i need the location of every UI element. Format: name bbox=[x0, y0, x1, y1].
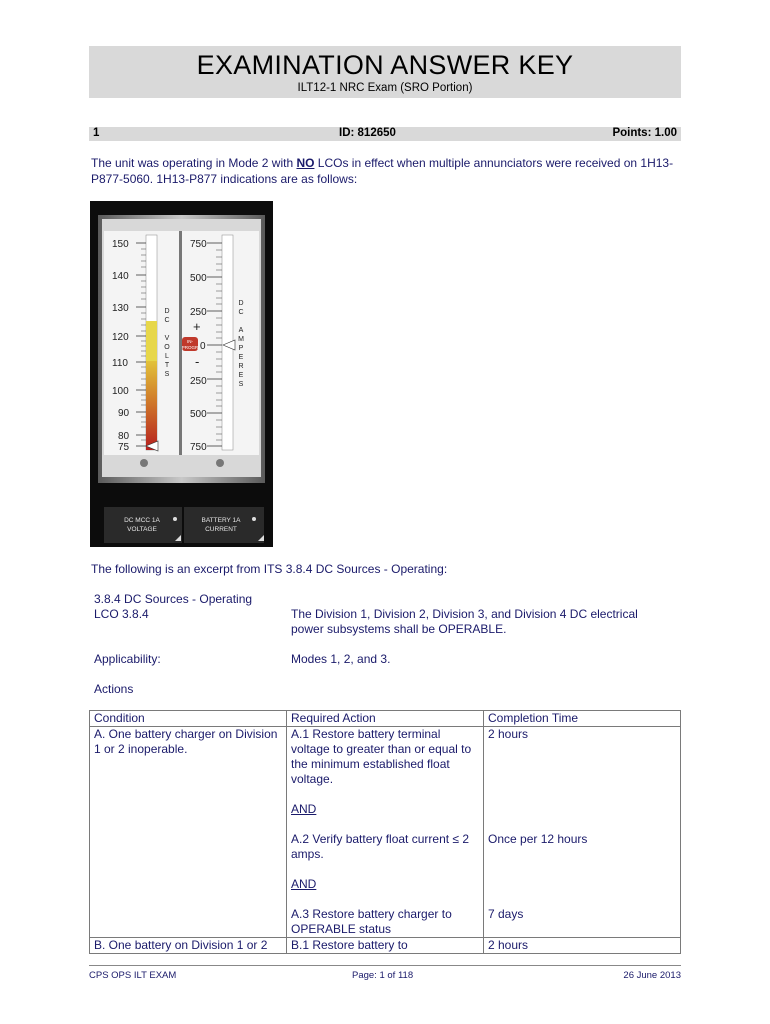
exam-subtitle: ILT12-1 NRC Exam (SRO Portion) bbox=[297, 82, 473, 94]
footer-exam-name: CPS OPS ILT EXAM bbox=[89, 970, 177, 981]
left-tick-label: 90 bbox=[118, 408, 130, 419]
left-tick-label: 150 bbox=[112, 239, 129, 250]
left-tick-label: 130 bbox=[112, 303, 129, 314]
meter-panel-graphic bbox=[90, 201, 273, 547]
right-tick-label: + bbox=[193, 319, 201, 334]
meter-label-right-1: BATTERY 1A bbox=[201, 517, 241, 524]
dc-volts-label: D C V O L T S bbox=[164, 308, 170, 378]
and-connector: AND bbox=[291, 802, 317, 816]
dc-amperes-label: D C A M P E R E S bbox=[238, 300, 244, 388]
right-tick-label: 750 bbox=[190, 442, 207, 453]
meter-label-right-2: CURRENT bbox=[205, 526, 237, 533]
right-tick-label: 500 bbox=[190, 409, 207, 420]
applicability-label: Applicability: bbox=[94, 652, 161, 666]
zero-adjust-screw bbox=[216, 459, 224, 467]
footer-rule bbox=[89, 965, 681, 966]
lco-number: LCO 3.8.4 bbox=[94, 607, 149, 621]
required-action-a: A.1 Restore battery terminal voltage to greater than or equal to the minimum established float voltage. AND A.2 Verify battery float current ≤ 2 amps. AND A.3 Restore battery charger to OPERABLE status bbox=[287, 727, 484, 938]
emphasis-no: NO bbox=[296, 156, 315, 170]
condition-a: A. One battery charger on Division 1 or 2 inoperable. bbox=[90, 727, 287, 938]
tag-line-2: PROGR bbox=[181, 345, 199, 350]
zero-adjust-screw bbox=[140, 459, 148, 467]
right-tick-label: 0 bbox=[200, 341, 206, 352]
excerpt-intro: The following is an excerpt from ITS 3.8.4 DC Sources - Operating: bbox=[91, 562, 448, 576]
question-number: 1 bbox=[93, 127, 100, 139]
left-tick-label: 120 bbox=[112, 332, 129, 343]
left-tick-label: 80 bbox=[118, 431, 130, 442]
question-points: Points: 1.00 bbox=[612, 127, 677, 139]
left-tick-label: 110 bbox=[112, 358, 128, 369]
table-row bbox=[90, 727, 681, 938]
condition-b: B. One battery on Division 1 or 2 bbox=[90, 938, 287, 954]
title-banner bbox=[89, 46, 681, 98]
table-header-row bbox=[90, 711, 681, 727]
left-tick-label: 75 bbox=[118, 442, 130, 453]
required-action-b: B.1 Restore battery to bbox=[287, 938, 484, 954]
lco-statement: The Division 1, Division 2, Division 3, and Division 4 DC electrical power subsystems shall be OPERABLE. bbox=[291, 607, 638, 636]
left-tick-label: 140 bbox=[112, 271, 129, 282]
completion-time-a: 2 hours Once per 12 hours 7 days bbox=[484, 727, 681, 938]
meter-label-left-2: VOLTAGE bbox=[127, 526, 157, 533]
footer-date: 26 June 2013 bbox=[623, 970, 681, 981]
meter-label-left-1: DC MCC 1A bbox=[124, 517, 160, 524]
tag-line-1: IN- bbox=[187, 339, 193, 344]
right-tick-label: - bbox=[195, 354, 200, 369]
right-tick-label: 750 bbox=[190, 239, 207, 250]
question-stem: The unit was operating in Mode 2 with NO LCOs in effect when multiple annunciators were received on 1H13-P877-5060. 1H13-P877 indications are as follows: bbox=[91, 156, 674, 186]
header-completion-time: Completion Time bbox=[484, 711, 681, 727]
and-connector: AND bbox=[291, 877, 317, 891]
actions-table bbox=[89, 710, 681, 954]
applicability-text: Modes 1, 2, and 3. bbox=[291, 652, 391, 666]
footer-page-number: Page: 1 of 118 bbox=[352, 970, 414, 981]
page-title: EXAMINATION ANSWER KEY bbox=[196, 50, 574, 80]
right-tick-label: 250 bbox=[190, 307, 207, 318]
meter-panel-image bbox=[90, 201, 273, 547]
question-id: ID: 812650 bbox=[339, 127, 396, 139]
left-tick-label: 100 bbox=[112, 386, 129, 397]
header-condition: Condition bbox=[90, 711, 287, 727]
right-tick-label: 250 bbox=[190, 376, 207, 387]
actions-label: Actions bbox=[94, 682, 134, 696]
table-row bbox=[90, 938, 681, 954]
completion-time-b: 2 hours bbox=[484, 938, 681, 954]
question-id-bar bbox=[89, 127, 681, 141]
its-heading: 3.8.4 DC Sources - Operating bbox=[94, 592, 253, 606]
right-tick-label: 500 bbox=[190, 273, 207, 284]
header-required-action: Required Action bbox=[287, 711, 484, 727]
